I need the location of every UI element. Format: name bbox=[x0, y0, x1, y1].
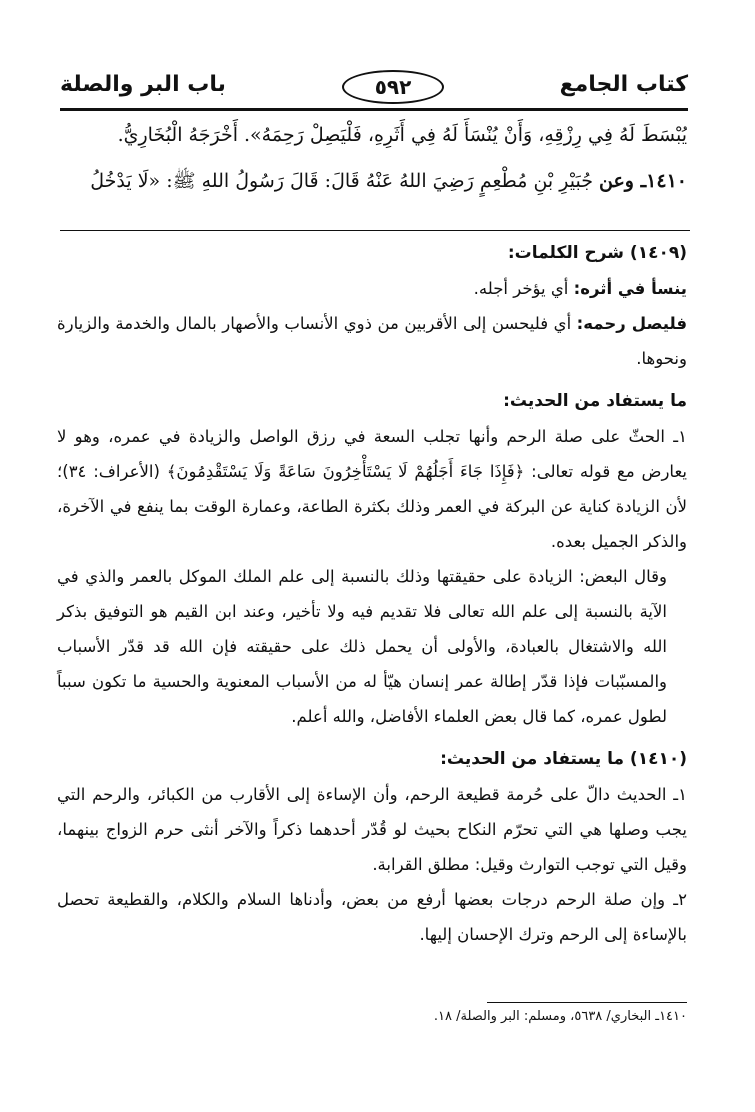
benefit-paragraph-4: ٢ـ وإن صلة الرحم درجات بعضها أرفع من بعض، وأدناها السلام والكلام، والقطيعة تحصل بالإساءة إلى الرحم وترك الإحسان إليها. bbox=[57, 890, 687, 944]
benefit-paragraph-3: ١ـ الحديث دالّ على حُرمة قطيعة الرحم، وأن الإساءة إلى الأقارب من الكبائر، والرحم التي يجب وصلها هي التي تحرّم النكاح بحيث لو قُدّر أحدهما ذكراً والآخر أنثى حرم الزواج بينهما، وقيل التي توجب التوارث وقيل: مطلق القرابة. bbox=[57, 785, 687, 874]
word-term: ينسأ في أثره: bbox=[573, 279, 687, 298]
section-heading-word-explanations: (١٤٠٩) شرح الكلمات: bbox=[507, 243, 687, 263]
word-definition: أي يؤخر أجله. bbox=[473, 279, 574, 298]
page-number: ٥٩٢ bbox=[342, 70, 444, 104]
benefit-paragraph-1: ١ـ الحثّ على صلة الرحم وأنها تجلب السعة في رزق الواصل والزيادة في عمره، وهو لا يعارض مع قوله تعالى: ﴿فَإِذَا جَاءَ أَجَلُهُمْ لَا يَسْتَأْخِرُونَ سَاعَةً وَلَا يَسْتَقْدِمُونَ﴾ (الأعراف: ٣٤)؛ لأن الزيادة كناية عن البركة في العمر وذلك بكثرة الطاعة، وعمارة الوقت بما ينفع في الآخرة، والذكر الجميل بعده. bbox=[57, 427, 687, 551]
word-explanation-1 bbox=[57, 271, 687, 306]
book-title: كتاب الجامع bbox=[559, 72, 688, 97]
spacer bbox=[57, 376, 687, 384]
page-header bbox=[60, 72, 688, 106]
hadith-text bbox=[57, 112, 687, 204]
word-explanation-2 bbox=[57, 306, 687, 376]
benefit-paragraph-2: وقال البعض: الزيادة على حقيقتها وذلك بالنسبة إلى علم الملك الموكل بالعمر والذي في الآية بالنسبة إلى علم الله تعالى فلا تقديم فيه ولا تأخير، وعند ابن القيم هو التوفيق بذكر الله والاشتغال بالعبادة، والأولى أن يحمل ذلك على حقيقته فإن الله قد قدّر الأسباب والمسبّبات فإذا قدّر إطالة عمر إنسان هيّأ له من الأسباب المعنوية والحسية ما تكون سبباً لطول عمره، كما قال بعض العلماء الأفاضل، والله أعلم. bbox=[57, 567, 667, 726]
section-heading-benefits-1410: (١٤١٠) ما يستفاد من الحديث: bbox=[440, 749, 687, 769]
section-heading-benefits: ما يستفاد من الحديث: bbox=[503, 391, 687, 411]
commentary bbox=[57, 236, 687, 952]
word-term: فليصل رحمه: bbox=[576, 314, 688, 333]
footnote-rule bbox=[487, 1002, 687, 1003]
hadith-line-2-text: جُبَيْرِ بْنِ مُطْعِمٍ رَضِيَ اللهُ عَنْهُ قَالَ: قَالَ رَسُولُ اللهِ ﷺ: «لَا يَدْخُلُ bbox=[90, 170, 599, 192]
text-separator bbox=[60, 230, 690, 231]
hadith-number: ١٤١٠ـ وعن bbox=[599, 170, 687, 192]
word-definition: أي فليحسن إلى الأقربين من ذوي الأنساب والأصهار بالمال والخدمة والزيارة ونحوها. bbox=[57, 314, 687, 368]
hadith-line-1: يُبْسَطَ لَهُ فِي رِزْقِهِ، وَأَنْ يُنْسَأَ لَهُ فِي أَثَرِهِ، فَلْيَصِلْ رَحِمَهُ». أَخْرَجَهُ الْبُخَارِيُّ. bbox=[117, 124, 687, 146]
header-rule bbox=[60, 108, 688, 111]
hadith-line-2 bbox=[57, 158, 687, 204]
footnote: ١٤١٠ـ البخاري/ ٥٦٣٨، ومسلم: البر والصلة/ ١٨. bbox=[433, 1009, 687, 1024]
spacer bbox=[57, 734, 687, 742]
chapter-title: باب البر والصلة bbox=[60, 72, 226, 97]
